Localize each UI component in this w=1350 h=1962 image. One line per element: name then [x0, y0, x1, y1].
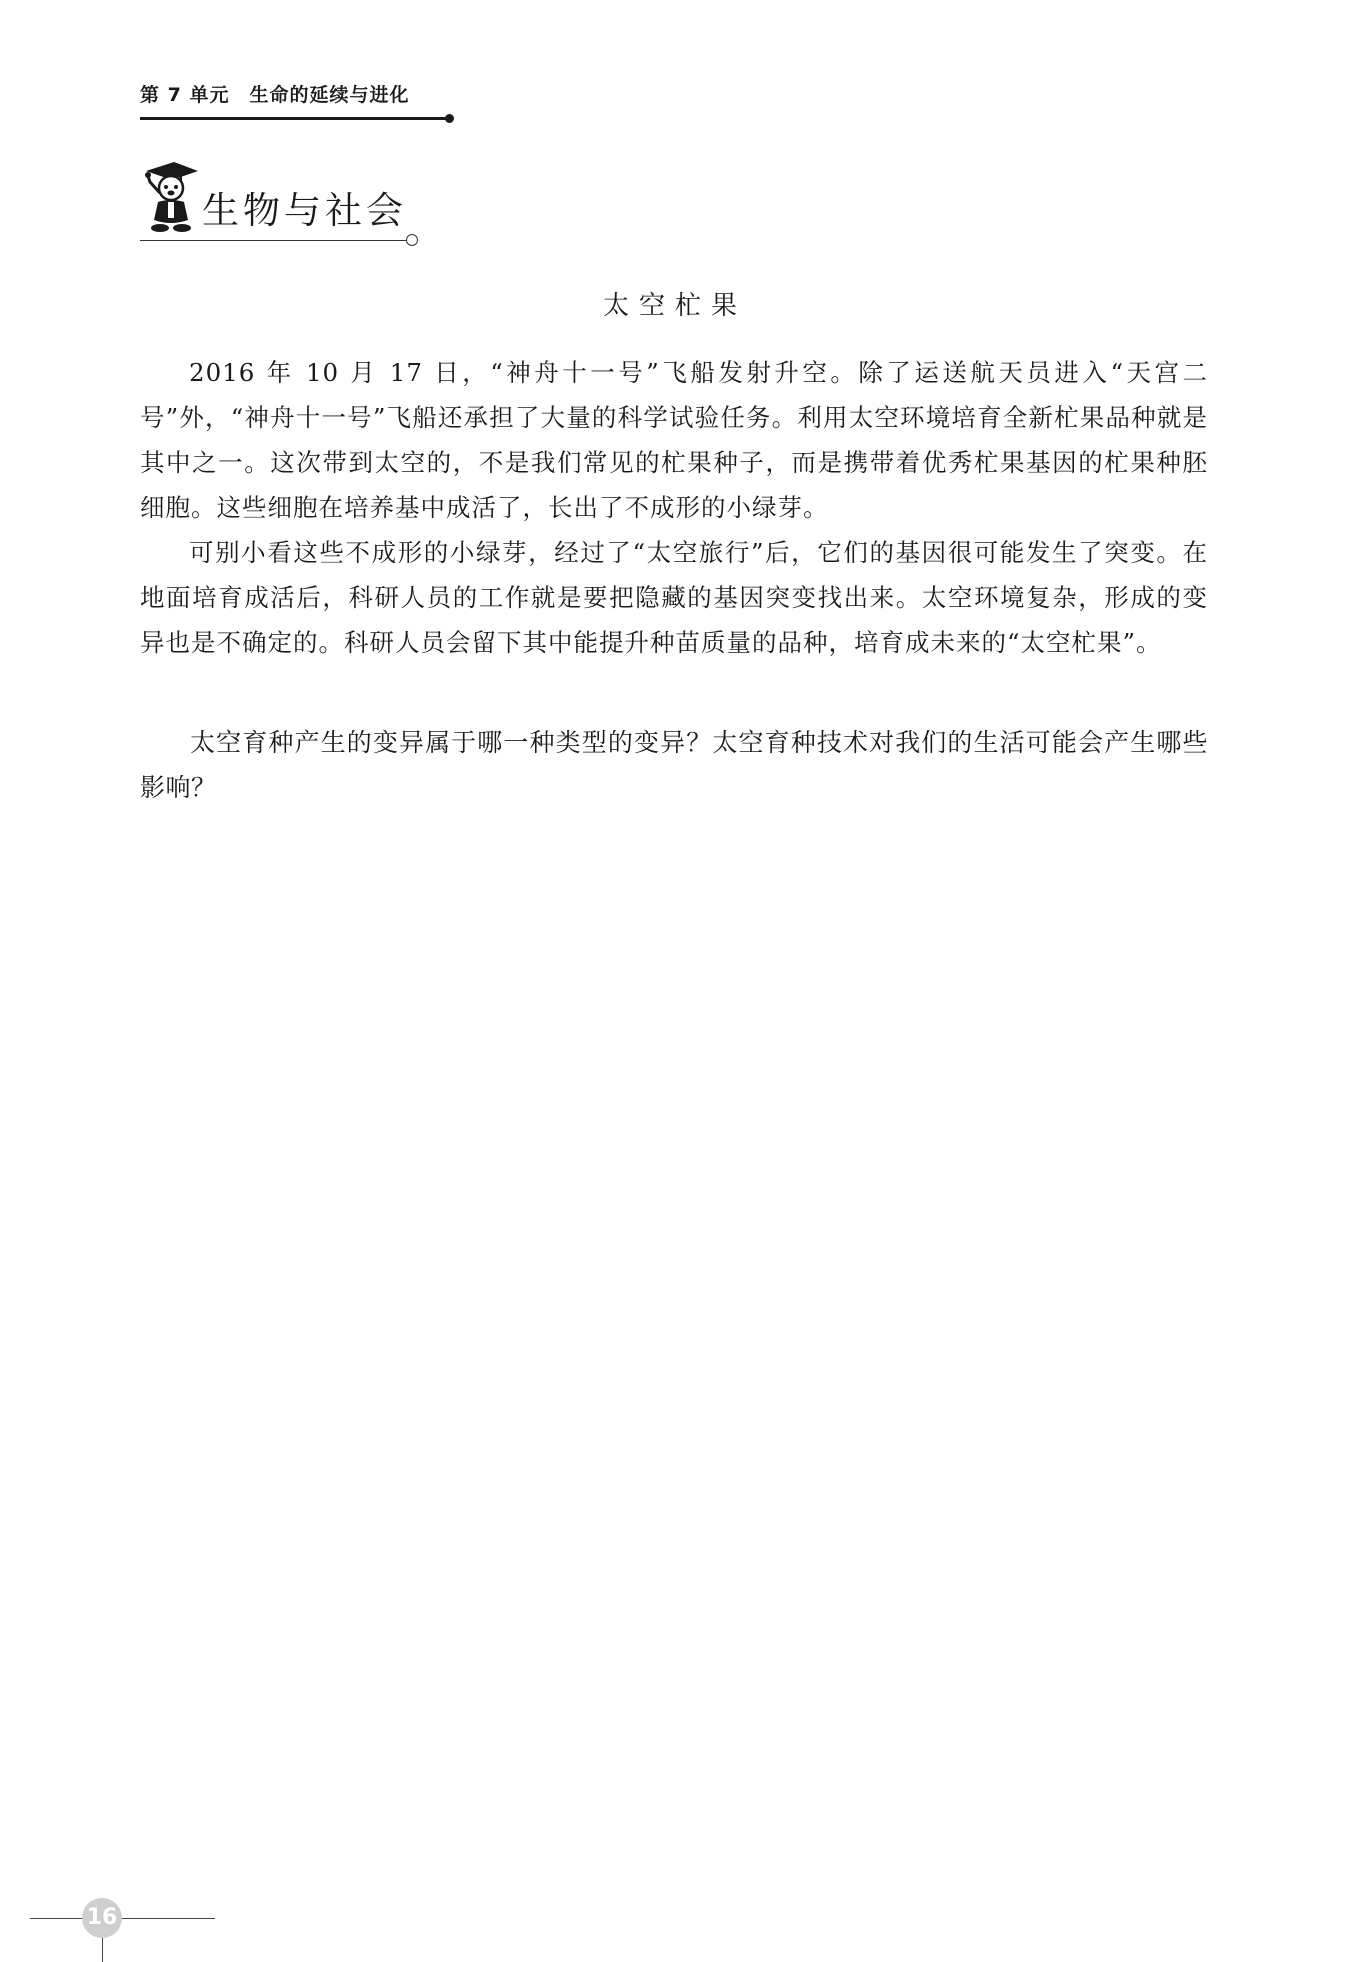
running-header-text — [140, 80, 455, 107]
article-title: 太空杧果 — [602, 291, 747, 321]
section-rule-circle — [406, 234, 418, 246]
footer-rule — [30, 1918, 215, 1919]
section-banner — [140, 158, 420, 248]
running-header — [140, 80, 455, 107]
chapter-title: 生命的延续与进化 — [249, 84, 410, 106]
section-title: 生物与社会 — [202, 189, 407, 232]
page-footer — [30, 1880, 220, 1962]
header-rule-dot — [445, 114, 454, 123]
unit-label: 第 7 单元 — [140, 84, 230, 106]
header-rule — [140, 117, 448, 120]
article-body — [140, 350, 1208, 665]
paragraph: 可别小看这些不成形的小绿芽，经过了“太空旅行”后，它们的基因很可能发生了突变。在地面培育成活后，科研人员的工作就是要把隐藏的基因突变找出来。太空环境复杂，形成的变异也是不确定的。科研人员会留下其中能提升种苗质量的品种，培育成未来的“太空杧果”。 — [140, 538, 1208, 657]
discussion-question: 太空育种产生的变异属于哪一种类型的变异？太空育种技术对我们的生活可能会产生哪些影响？ — [140, 728, 1208, 802]
mascot-icon — [140, 158, 202, 236]
paragraph: 2016 年 10 月 17 日，“神舟十一号”飞船发射升空。除了运送航天员进入“天宫二号”外，“神舟十一号”飞船还承担了大量的科学试验任务。利用太空环境培育全新杧果品种就是其中之一。这次带到太空的，不是我们常见的杧果种子，而是携带着优秀杧果基因的杧果种胚细胞。这些细胞在培养基中成活了，长出了不成形的小绿芽。 — [140, 358, 1208, 522]
section-rule — [140, 240, 408, 241]
page-number: 16 — [82, 1898, 122, 1938]
